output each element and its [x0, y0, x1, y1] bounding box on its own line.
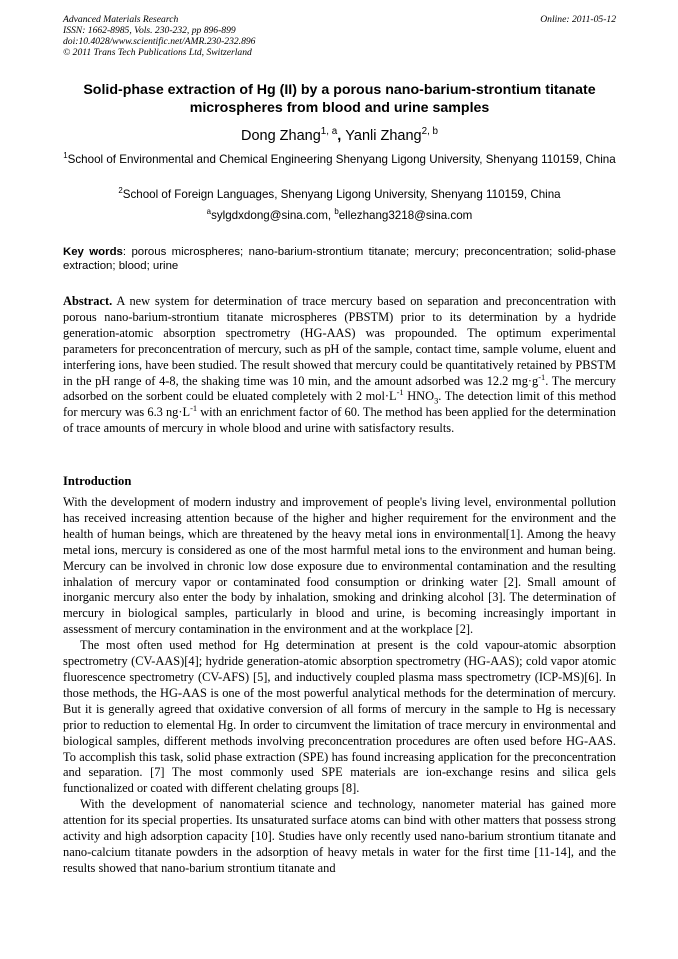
section-heading-introduction: Introduction: [63, 474, 132, 488]
abstract-text: . The mercury adsorbed on the sorbent could be eluated completely with 2 mol·L: [63, 373, 616, 404]
affiliation-1: [63, 153, 616, 168]
introduction-body: [63, 495, 616, 877]
online-date: Online: 2011-05-12: [540, 14, 616, 25]
body-paragraph: The most often used method for Hg determination at present is the cold vapour-atomic absorption spectrometry (CV-AAS)[4]; hydride generation-atomic absorption spectrometry (HG-AAS); cold vapor atomic fluorescence spectrometry (CV-AFS) [5], and inductively coupled plasma mass spectrometry (ICP-MS)[6]. In those methods, the HG-AAS is one of the most powerful analytical methods for the determination of mercury. But it is generally agreed that oxidative conversion of all forms of mercury in the sample to Hg is necessary prior to reduction to elemental Hg. In order to circumvent the limitation of trace mercury in environmental and biological samples, different methods involving preconcentration procedures are often used before HG-AAS. To accomplish this task, solid phase extraction (SPE) has found increasing application for the preconcentration and separation. [7] The most commonly used SPE materials are ion-exchange resins and silica gels functionalized or coated with different chelating groups [8].: [63, 638, 616, 796]
email-link[interactable]: sylgdxdong@sina.com,: [211, 209, 335, 222]
affiliation-2: [63, 188, 616, 203]
body-paragraph: With the development of nanomaterial science and technology, nanometer material has gained more attention for its special properties. Its unsaturated surface atoms can bind with other matters that possess strong activity and high adsorption capacity [10]. Studies have only recently used nano-barium strontium titanate and nano-calcium titanate powders in the adsorption of heavy metals in water for the first time [11-14], and the results showed that nano-barium strontium titanate and: [63, 797, 616, 875]
body-paragraph: With the development of modern industry and improvement of people's living level, environmental pollution has received increasing attention because of the higher and higher requirement for the environment and the health of human beings, which are threatened by the heavy metal ions in environmental[1]. Among the heavy metal ions, mercury is considered as one of the most harmful metal ions to the environment and human being. Mercury can be involved in chronic low dose exposure due to environmental contamination and the resulting inhalation of mercury vapor or contaminated food consumption or drinking water [2]. Small amount of inorganic mercury also enter the body by inhalation, smoking and drinking alcohol [3]. The determination of mercury in biological samples, particularly in blood and urine, is becoming increasingly important in assessment of mercury contamination in the environment and at the workplace [2].: [63, 495, 616, 637]
issn-line: ISSN: 1662-8985, Vols. 230-232, pp 896-899: [63, 25, 236, 36]
journal-name: Advanced Materials Research: [63, 14, 179, 25]
abstract-superscript: -1: [396, 387, 404, 398]
copyright-line: © 2011 Trans Tech Publications Ltd, Switzerland: [63, 47, 252, 58]
journal-header: [63, 14, 616, 58]
abstract-text: HNO: [403, 389, 435, 404]
author-affiliation-mark: 1, a: [320, 126, 338, 138]
author-emails: [63, 209, 616, 224]
paper-title: Solid-phase extraction of Hg (II) by a porous nano-barium-strontium titanate microspheres from blood and urine samples: [83, 82, 596, 116]
abstract-text: with an enrichment factor of 60. The method has been applied for the determination of trace amounts of mercury in whole blood and urine with satisfactory results.: [63, 405, 616, 436]
email-mark: a: [206, 207, 212, 217]
author-separator: ,: [337, 128, 346, 144]
abstract-superscript: -1: [190, 403, 198, 414]
keywords: [63, 245, 616, 274]
abstract: [63, 294, 616, 437]
affiliation-text: School of Environmental and Chemical Engineering Shenyang Ligong University, Shenyang 110159, China: [67, 153, 616, 166]
abstract-subscript: 3: [434, 395, 439, 406]
email-mark: b: [334, 207, 339, 217]
abstract-label: Abstract.: [63, 294, 113, 308]
abstract-superscript: -1: [538, 371, 546, 382]
affiliation-text: School of Foreign Languages, Shenyang Ligong University, Shenyang 110159, China: [122, 188, 561, 201]
affiliation-mark: 2: [118, 186, 123, 196]
keywords-text: : porous microspheres; nano-barium-strontium titanate; mercury; preconcentration; solid-phase extraction; blood; urine: [63, 246, 616, 273]
doi-line: doi:10.4028/www.scientific.net/AMR.230-232.896: [63, 36, 256, 47]
affiliation-mark: 1: [63, 151, 68, 161]
author-affiliation-mark: 2, b: [421, 126, 439, 138]
abstract-text: A new system for determination of trace mercury based on separation and preconcentration with porous nano-barium-strontium titanate microspheres (PBSTM) prior to its determination by a hydride generation-atomic absorption spectrometry (HG-AAS) was propounded. The optimum experimental parameters for preconcentration of mercury, such as pH of the sample, contact time, sample volume, eluent and interfering ions, have been studied. The result showed that mercury could be quantitatively retained by PBSTM in the pH range of 4-8, the shaking time was 10 min, and the amount adsorbed was 12.2 mg·g: [63, 294, 616, 388]
keywords-label: Key words: [63, 246, 123, 258]
email-link[interactable]: ellezhang3218@sina.com: [338, 209, 473, 222]
author-name: Yanli Zhang: [345, 128, 422, 144]
author-line: [63, 126, 616, 146]
abstract-text: . The detection limit of this method for mercury was 6.3 ng·L: [63, 389, 617, 420]
author-name: Dong Zhang: [240, 128, 321, 144]
